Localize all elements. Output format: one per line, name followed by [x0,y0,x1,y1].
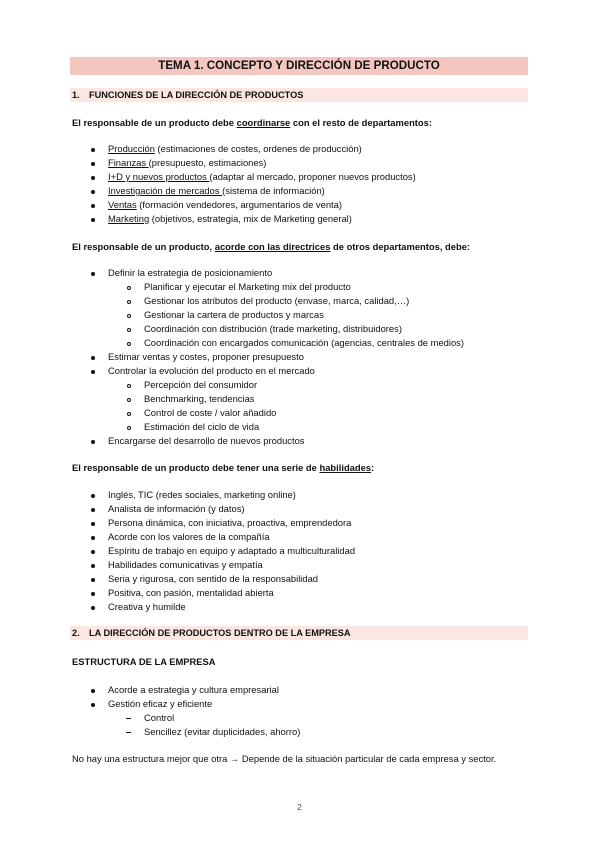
section-1-heading: FUNCIONES DE LA DIRECCIÓN DE PRODUCTOS [89,90,304,100]
dash-bullet-icon [126,718,131,719]
bullet-icon [91,440,95,444]
list-item: Definir la estrategia de posicionamiento [108,267,273,278]
sub-list-item: Gestionar los atributos del producto (envase, marca, calidad,…) [144,295,410,306]
bullet-icon [91,494,95,498]
bullet-icon [91,204,95,208]
list-item: Creativa y humilde [108,601,186,612]
circle-bullet-icon [127,286,131,290]
intro-skills: El responsable de un producto debe tener una serie de habilidades: [72,462,375,473]
circle-bullet-icon [127,412,131,416]
list-item: Controlar la evolución del producto en el mercado [108,365,315,376]
sub-list-item: Estimación del ciclo de vida [144,421,260,432]
bullet-icon [91,564,95,568]
circle-bullet-icon [127,426,131,430]
list-item: Acorde con los valores de la compañía [108,531,270,542]
bullet-icon [91,606,95,610]
intro-coordinate: El responsable de un producto debe coordinarse con el resto de departamentos: [72,117,432,128]
circle-bullet-icon [127,384,131,388]
bullet-icon [91,578,95,582]
bullet-icon [91,703,95,707]
dash-bullet-icon [126,732,131,733]
sub-list-item: Coordinación con distribución (trade marketing, distribuidores) [144,323,402,334]
circle-bullet-icon [127,300,131,304]
list-item: Analista de información (y datos) [108,503,245,514]
circle-bullet-icon [127,314,131,318]
conclusion-text: No hay una estructura mejor que otra → Depende de la situación particular de cada empresa y sector. [72,753,497,764]
list-item: Seria y rigurosa, con sentido de la responsabilidad [108,573,319,584]
subheading-structure: ESTRUCTURA DE LA EMPRESA [72,656,216,667]
sub-list-item: Coordinación con encargados comunicación (agencias, centrales de medios) [144,337,464,348]
section-1-number: 1. [72,90,80,100]
sub-list-item: Control de coste / valor añadido [144,407,277,418]
bullet-icon [91,272,95,276]
list-item: Inglés, TIC (redes sociales, marketing online) [108,489,296,500]
section-2-header [70,626,528,640]
list-item: Persona dinámica, con iniciativa, proactiva, emprendedora [108,517,352,528]
list-item: Positiva, con pasión, mentalidad abierta [108,587,274,598]
bullet-icon [91,370,95,374]
page-number: 2 [297,802,302,812]
bullet-icon [91,218,95,222]
list-item: Acorde a estrategia y cultura empresarial [108,684,279,695]
list-item: Espíritu de trabajo en equipo y adaptado a multiculturalidad [108,545,356,556]
section-2-number: 2. [72,628,80,638]
sub-list-item: Benchmarking, tendencias [144,393,255,404]
list-item: I+D y nuevos productos (adaptar al mercado, proponer nuevos productos) [108,171,416,182]
sub-list-item: Control [144,712,175,723]
circle-bullet-icon [127,398,131,402]
page-title: TEMA 1. CONCEPTO Y DIRECCIÓN DE PRODUCTO [158,59,440,72]
list-item: Producción (estimaciones de costes, ordenes de producción) [108,143,362,154]
bullet-icon [91,190,95,194]
bullet-icon [91,522,95,526]
intro-directives: El responsable de un producto, acorde con las directrices de otros departamentos, debe: [72,241,471,252]
bullet-icon [91,508,95,512]
circle-bullet-icon [127,328,131,332]
circle-bullet-icon [127,342,131,346]
bullet-icon [91,176,95,180]
list-item: Encargarse del desarrollo de nuevos productos [108,435,305,446]
list-item: Investigación de mercados (sistema de información) [108,185,325,196]
list-item: Ventas (formación vendedores, argumentarios de venta) [108,199,342,210]
sub-list-item: Gestionar la cartera de productos y marcas [144,309,324,320]
bullet-icon [91,356,95,360]
list-item: Habilidades comunicativas y empatía [108,559,263,570]
bullet-icon [91,689,95,693]
sub-list-item: Sencillez (evitar duplicidades, ahorro) [144,726,301,737]
list-item: Marketing (objetivos, estrategia, mix de Marketing general) [108,213,352,224]
sub-list-item: Percepción del consumidor [144,379,258,390]
title-banner [70,57,528,75]
list-item: Gestión eficaz y eficiente [108,698,213,709]
section-1-header [70,88,528,102]
bullet-icon [91,592,95,596]
sub-list-item: Planificar y ejecutar el Marketing mix del producto [144,281,351,292]
bullet-icon [91,162,95,166]
list-item: Estimar ventas y costes, proponer presupuesto [108,351,304,362]
bullet-icon [91,550,95,554]
bullet-icon [91,148,95,152]
bullet-icon [91,536,95,540]
section-2-heading: LA DIRECCIÓN DE PRODUCTOS DENTRO DE LA EMPRESA [89,628,351,638]
list-item: Finanzas (presupuesto, estimaciones) [108,157,267,168]
